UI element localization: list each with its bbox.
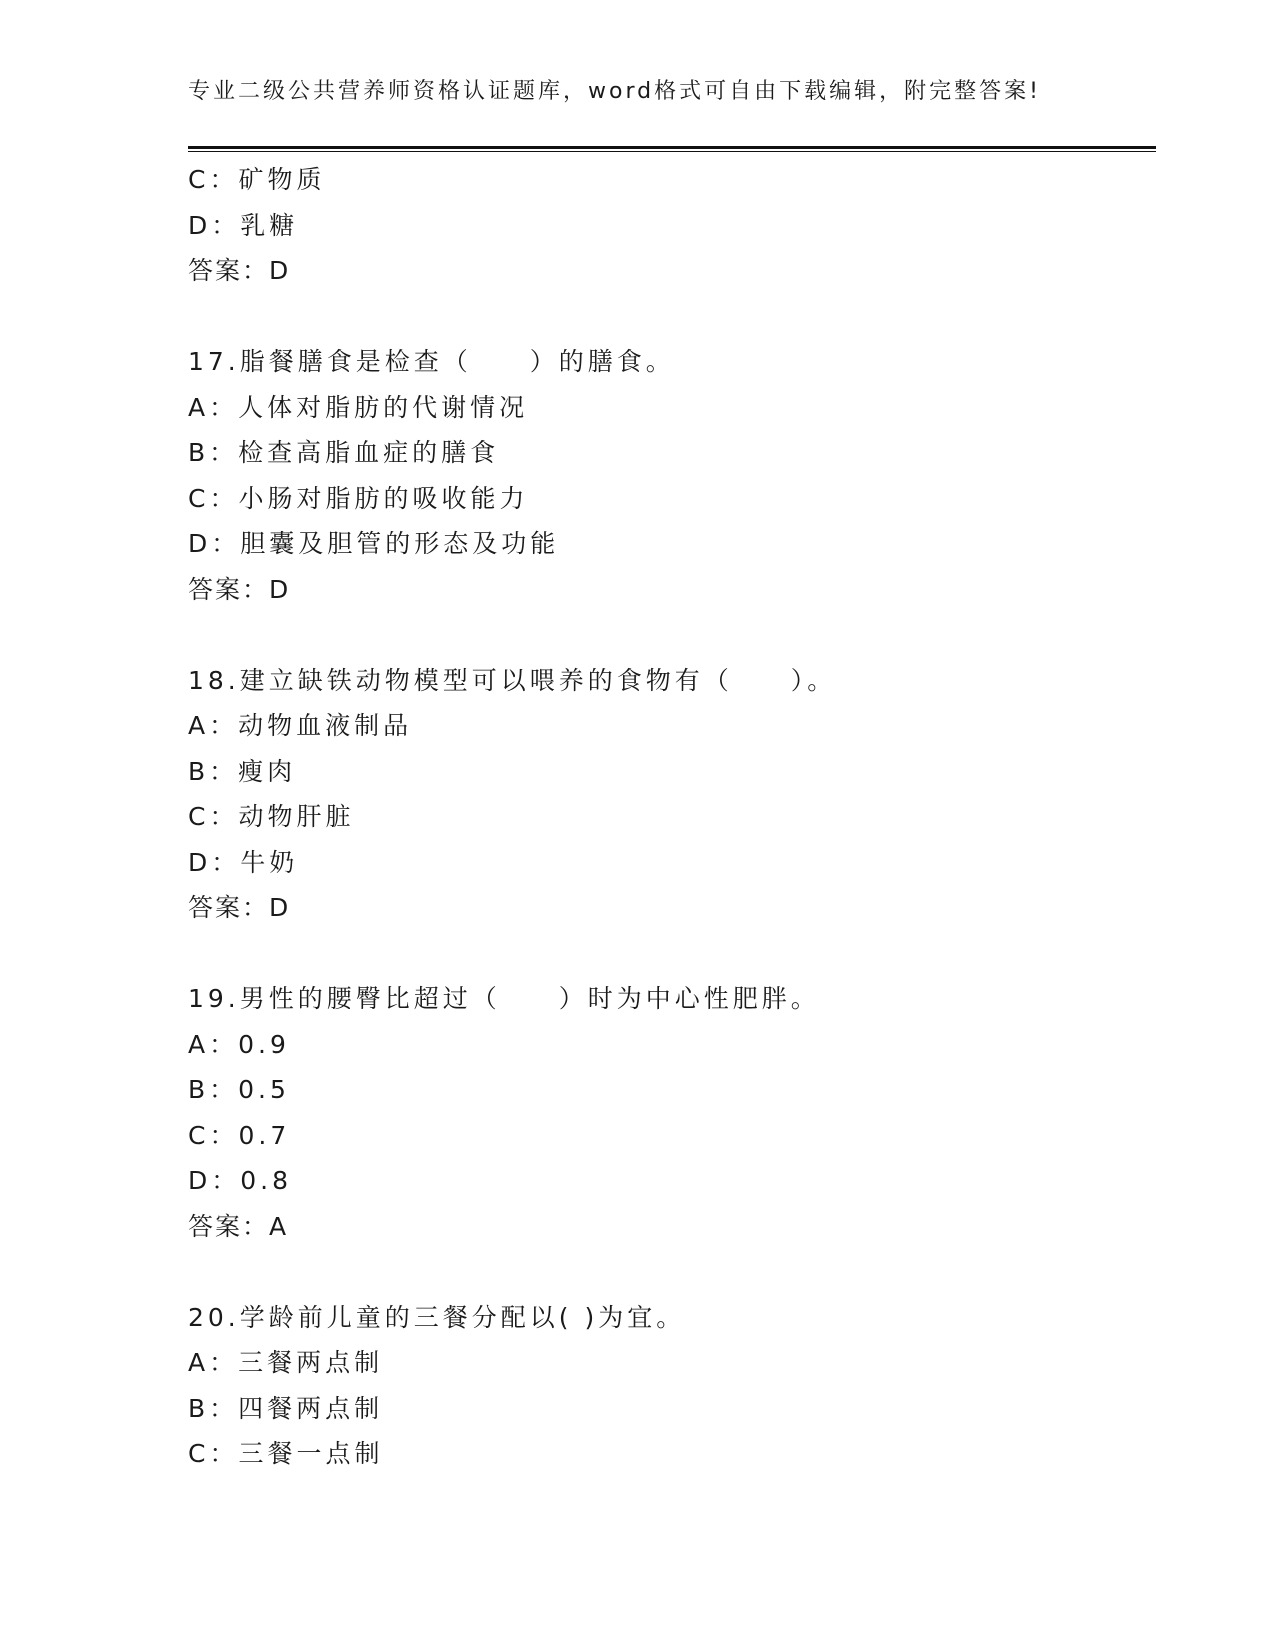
option-text: 四餐两点制 <box>238 1393 384 1423</box>
option-label: D： <box>188 847 241 877</box>
option-c <box>188 1113 1148 1159</box>
option-label: D： <box>188 1166 241 1195</box>
question-stem: 20.学龄前儿童的三餐分配以( )为宜。 <box>188 1302 686 1332</box>
option-label: C： <box>188 483 239 513</box>
option-text: 人体对脂肪的代谢情况 <box>238 392 529 422</box>
option-text: 矿物质 <box>238 165 326 194</box>
answer-line: 答案：D <box>188 256 291 285</box>
question-stem: 19.男性的腰臀比超过（ ）时为中心性肥胖。 <box>188 984 820 1013</box>
spacer <box>188 931 1148 977</box>
option-label: B： <box>188 756 239 786</box>
option-d <box>188 840 1148 886</box>
question-content <box>188 157 1148 1477</box>
header-rule-thick <box>188 146 1156 149</box>
option-text: 检查高脂血症的膳食 <box>238 438 500 467</box>
option-d <box>188 521 1148 567</box>
option-text: 0.5 <box>238 1075 290 1104</box>
option-label: D： <box>188 210 241 240</box>
option-label: B： <box>188 1075 239 1104</box>
option-text: 0.8 <box>240 1166 293 1195</box>
option-b <box>188 1386 1148 1432</box>
option-a <box>188 1022 1148 1068</box>
option-label: A： <box>188 1029 239 1059</box>
option-d <box>188 1158 1148 1204</box>
option-a <box>188 703 1148 749</box>
option-text: 胆囊及胆管的形态及功能 <box>240 529 560 558</box>
page-header-title: 专业二级公共营养师资格认证题库，word格式可自由下载编辑，附完整答案! <box>188 79 1041 104</box>
answer-line: 答案：D <box>188 574 291 604</box>
option-label: B： <box>188 1393 239 1423</box>
option-c <box>188 1431 1148 1477</box>
option-text: 三餐一点制 <box>238 1439 384 1468</box>
option-label: C： <box>188 1439 239 1468</box>
option-text: 三餐两点制 <box>238 1348 384 1377</box>
question-18 <box>188 658 1148 931</box>
answer-line: 答案：A <box>188 1211 289 1241</box>
option-text: 动物血液制品 <box>238 711 413 740</box>
option-label: D： <box>188 529 241 558</box>
option-text: 牛奶 <box>240 847 299 877</box>
option-text: 乳糖 <box>240 210 299 240</box>
option-label: C： <box>188 165 239 194</box>
option-text: 瘦肉 <box>238 756 297 786</box>
question-stem: 17.脂餐膳食是检查（ ）的膳食。 <box>188 347 675 376</box>
header-rule <box>188 146 1156 152</box>
spacer <box>188 612 1148 658</box>
answer-line: 答案：D <box>188 893 291 922</box>
question-stem: 18.建立缺铁动物模型可以喂养的食物有（ ）。 <box>188 665 837 695</box>
option-label: A： <box>188 711 239 740</box>
option-d <box>188 203 1148 249</box>
question-16-tail <box>188 157 1148 294</box>
option-label: A： <box>188 392 239 422</box>
option-text: 动物肝脏 <box>238 802 355 831</box>
option-label: C： <box>188 802 239 831</box>
option-text: 0.9 <box>238 1029 290 1059</box>
question-19 <box>188 976 1148 1249</box>
option-a <box>188 1340 1148 1386</box>
option-c <box>188 476 1148 522</box>
question-20 <box>188 1295 1148 1477</box>
question-17 <box>188 339 1148 612</box>
spacer <box>188 294 1148 340</box>
option-c <box>188 157 1148 203</box>
option-label: C： <box>188 1120 239 1150</box>
option-b <box>188 430 1148 476</box>
option-b <box>188 1067 1148 1113</box>
header-rule-thin <box>188 151 1156 152</box>
option-label: A： <box>188 1348 239 1377</box>
option-b <box>188 749 1148 795</box>
option-a <box>188 385 1148 431</box>
option-text: 0.7 <box>238 1120 291 1150</box>
option-c <box>188 794 1148 840</box>
spacer <box>188 1249 1148 1295</box>
option-text: 小肠对脂肪的吸收能力 <box>238 483 529 513</box>
option-label: B： <box>188 438 239 467</box>
